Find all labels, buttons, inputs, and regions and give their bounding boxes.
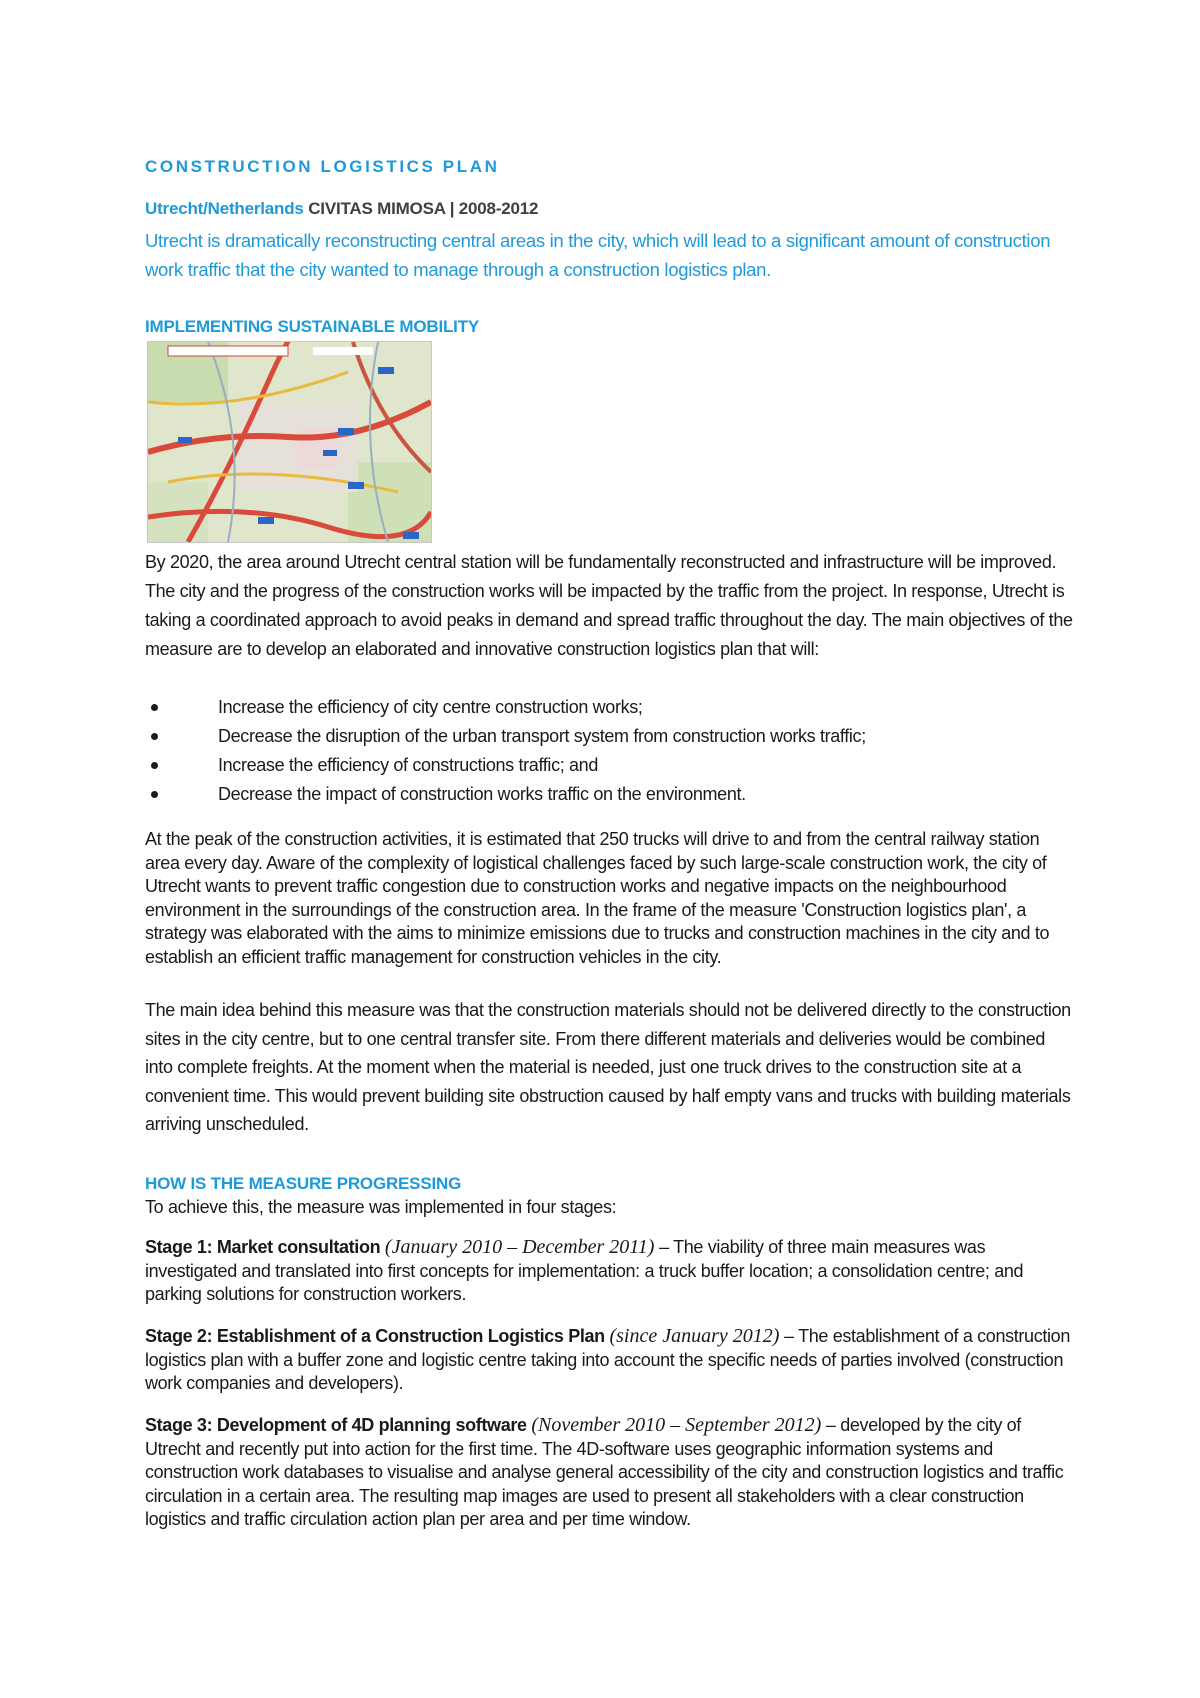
stage-dates: (January 2010 – December 2011): [384, 1236, 655, 1258]
utrecht-map-image: [147, 341, 432, 543]
bullet-icon: [151, 791, 158, 798]
list-item: [145, 722, 1075, 751]
stage-label: Stage 2: Establishment of a Construction Logistics Plan: [145, 1326, 605, 1346]
stage-2: [145, 1325, 1075, 1396]
paragraph-main-idea: The main idea behind this measure was that the construction materials should not be delivered directly to the construction sites in the city centre, but to one central transfer site. From there different materials and deliveries would be combined into complete freights. At the moment when the material is needed, just one truck drives to the construction site at a convenient time. This would prevent building site obstruction caused by half empty vans and trucks with building materials arriving unscheduled.: [145, 1000, 1071, 1134]
bullet-icon: [151, 762, 158, 769]
stage-label: Stage 1: Market consultation: [145, 1237, 381, 1257]
list-item: [145, 780, 1075, 809]
bullet-icon: [151, 704, 158, 711]
stage-text: – The establishment of a construction logistics plan with a buffer zone and logistic centre taking into account the specific needs of parties involved (construction work companies and developers).: [145, 1326, 1070, 1393]
project-label: CIVITAS MIMOSA | 2008-2012: [308, 199, 539, 218]
bullet-icon: [151, 733, 158, 740]
list-item-text: Decrease the disruption of the urban transport system from construction works traffic;: [218, 726, 866, 746]
stage-text: – developed by the city of Utrecht and recently put into action for the first time. The 4D-software uses geographic information systems and construction work databases to visualise and analyse general accessibility of the city and construction logistics and traffic circulation in a certain area. The resulting map images are used to present all stakeholders with a clear construction logistics and traffic circulation action plan per area and per time window.: [145, 1415, 1064, 1529]
paragraph-peak-activities: At the peak of the construction activities, it is estimated that 250 trucks will drive to and from the central railway station area every day. Aware of the complexity of logistical challenges faced by such large-scale construction work, the city of Utrecht wants to prevent traffic congestion due to construction works and negative impacts on the neighbourhood environment in the surroundings of the construction area. In the frame of the measure 'Construction logistics plan', a strategy was elaborated with the aims to minimize emissions due to trucks and construction machines in the city and to establish an efficient traffic management for construction vehicles in the city.: [145, 829, 1050, 967]
list-item-text: Increase the efficiency of constructions traffic; and: [218, 755, 598, 775]
stage-3: [145, 1414, 1075, 1532]
list-item: [145, 751, 1075, 780]
progressing-heading: HOW IS THE MEASURE PROGRESSING: [145, 1174, 462, 1193]
list-item: [145, 693, 1075, 722]
map-graphic: [148, 342, 431, 542]
stage-text: – The viability of three main measures was investigated and translated into first concepts for implementation: a truck buffer location; a consolidation centre; and parking solutions for construction workers.: [145, 1237, 1024, 1304]
list-item-text: Decrease the impact of construction works traffic on the environment.: [218, 784, 746, 804]
stage-1: [145, 1236, 1075, 1307]
city-label: Utrecht/Netherlands: [145, 199, 304, 218]
paragraph-objectives: By 2020, the area around Utrecht central station will be fundamentally reconstructed and infrastructure will be improved. The city and the progress of the construction works will be impacted by the traffic from the project. In response, Utrecht is taking a coordinated approach to avoid peaks in demand and spread traffic throughout the day. The main objectives of the measure are to develop an elaborated and innovative construction logistics plan that will:: [145, 552, 1073, 659]
document-title: CONSTRUCTION LOGISTICS PLAN: [145, 157, 500, 176]
project-line: [145, 199, 538, 219]
stage-dates: (November 2010 – September 2012): [531, 1414, 822, 1436]
stage-label: Stage 3: Development of 4D planning software: [145, 1415, 527, 1435]
intro-paragraph: Utrecht is dramatically reconstructing central areas in the city, which will lead to a significant amount of construction work traffic that the city wanted to manage through a construction logistics plan.: [145, 230, 1051, 280]
stages-intro: To achieve this, the measure was implemented in four stages:: [145, 1197, 617, 1217]
implementing-heading: IMPLEMENTING SUSTAINABLE MOBILITY: [145, 317, 480, 336]
stage-dates: (since January 2012): [609, 1325, 780, 1347]
list-item-text: Increase the efficiency of city centre construction works;: [218, 697, 643, 717]
objectives-list: [145, 693, 1075, 809]
